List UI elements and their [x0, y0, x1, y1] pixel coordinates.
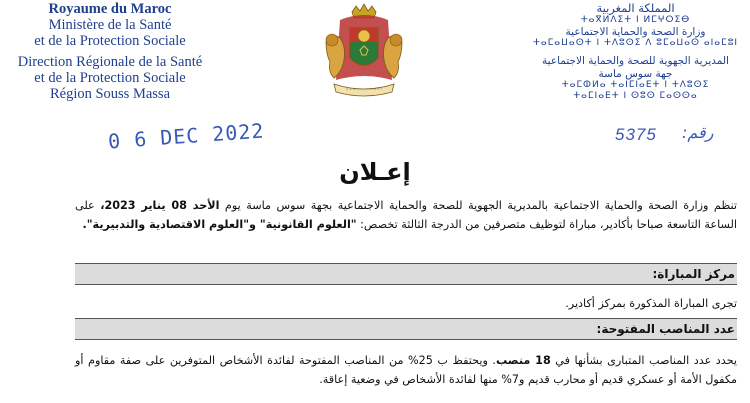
positions-count: 18 منصب	[495, 354, 551, 367]
exam-date: الأحد 08 يناير 2023،	[100, 199, 220, 212]
header-right-tifinagh: ⵜⴰⴳⵍⴷⵉⵜ ⵏ ⵍⵎⵖⵔⵉⴱ	[580, 14, 691, 25]
positions-paragraph	[75, 351, 737, 389]
header-left-line: Royaume du Maroc	[48, 1, 172, 17]
positions-text: يحدد عدد المناصب المتبارى بشأنها في	[550, 354, 737, 367]
header-right-tifinagh: ⵜⴰⵎⵀⵍⴰ ⵜⴰⵏⵎⵏⴰⴹⵜ ⵏ ⵜⴷⵓⵙⵉ	[561, 80, 710, 90]
header-right-line: المديرية الجهوية للصحة والحماية الاجتماعية	[542, 55, 729, 67]
header-right-line: المملكة المغربية	[596, 1, 675, 15]
intro-text: تنظم وزارة الصحة والحماية الاجتماعية بالمديرية الجهوية للصحة والحماية الاجتماعية بجهة سوس ماسة يوم	[219, 199, 737, 212]
reference-number: 5375	[615, 125, 657, 144]
header-left-line: Ministère de la Santé	[48, 17, 172, 33]
header-right-tifinagh: ⵜⴰⵎⵏⴰⴹⵜ ⵏ ⵙⵓⵙ ⵎⴰⵙⵙⴰ	[573, 91, 698, 101]
header-left-block	[10, 1, 210, 102]
date-stamp: 0 6 DEC 2022	[107, 118, 266, 154]
header-left-line: et de la Protection Sociale	[34, 33, 186, 49]
intro-text: على الساعة التاسعة صباحا بأكادير، مباراة لتوظيف متصرفين من الدرجة الثالثة تخصص:	[75, 199, 737, 231]
header-right-line: جهة سوس ماسة	[598, 67, 673, 80]
exam-center-paragraph: تجرى المباراة المذكورة بمركز أكادير.	[565, 297, 737, 310]
header-right-tifinagh: ⵜⴰⵎⴰⵡⴰⵙⵜ ⵏ ⵜⴷⵓⵙⵉ ⴷ ⵓⵎⴰⵡⴰⵙ ⴰⵏⴰⵎⵓⵏ	[533, 38, 739, 48]
intro-paragraph	[75, 196, 737, 234]
header-right-line: وزارة الصحة والحماية الاجتماعية	[565, 25, 706, 38]
header-left-line: et de la Protection Sociale	[34, 70, 186, 86]
positions-text: . ويحتفظ ب 25% من المناصب المفتوحة لفائدة الأشخاص المتوفرين على صفة مقاوم أو مكفول الأمة أو عسكري قديم أو محارب قديم و7% منها لفائدة الأشخاص في وضعية إعاقة.	[75, 354, 737, 386]
header-right-block	[533, 2, 738, 102]
document-title: إعـلان	[339, 158, 411, 186]
reference-label: رقم:	[682, 123, 714, 142]
coat-of-arms-icon	[322, 2, 406, 106]
header-left-line: Direction Régionale de la Santé	[17, 54, 203, 70]
section-header-exam-center: مركز المباراة:	[75, 263, 737, 285]
specialties: "العلوم القانونية" و"العلوم الاقتصادية والتدبيرية".	[82, 218, 357, 231]
section-header-open-positions: عدد المناصب المفتوحة:	[75, 318, 737, 340]
header-left-line: Région Souss Massa	[49, 86, 171, 102]
